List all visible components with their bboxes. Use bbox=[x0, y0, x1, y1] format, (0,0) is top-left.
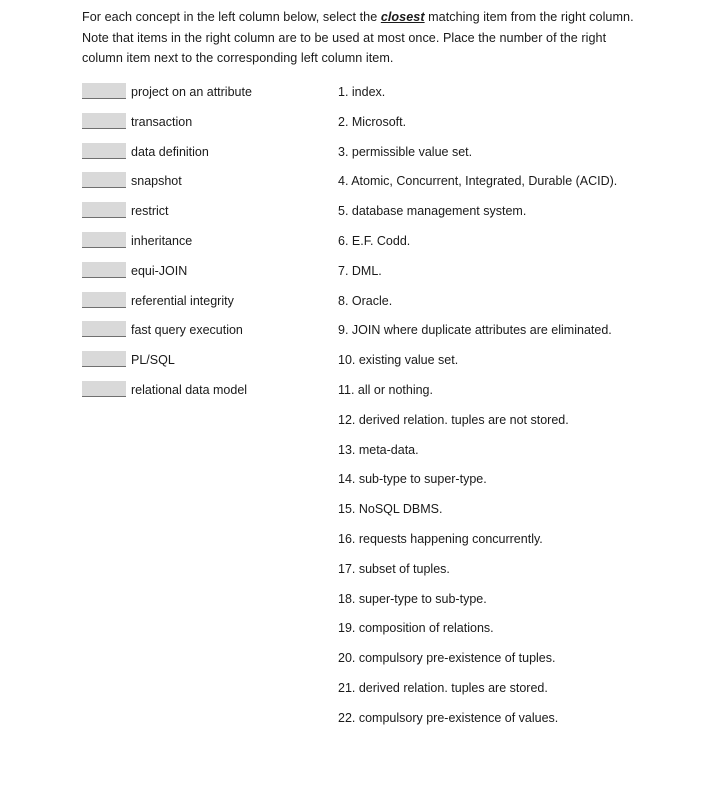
concept-label: restrict bbox=[131, 204, 169, 219]
match-option: 9. JOIN where duplicate attributes are eliminated. bbox=[338, 323, 612, 338]
concept-label: transaction bbox=[131, 114, 193, 129]
concept-label: snapshot bbox=[131, 174, 182, 189]
match-option: 1. index. bbox=[338, 85, 386, 99]
instructions-emphasis: closest bbox=[380, 10, 425, 24]
answer-blank[interactable] bbox=[82, 292, 126, 308]
match-options-list bbox=[338, 84, 688, 740]
match-option: 14. sub-type to super-type. bbox=[338, 472, 487, 487]
concept-row bbox=[82, 292, 312, 322]
match-option: 18. super-type to sub-type. bbox=[338, 591, 487, 606]
match-option: 5. database management system. bbox=[338, 204, 527, 219]
concept-row bbox=[82, 232, 312, 262]
concept-label: relational data model bbox=[131, 382, 248, 397]
concept-row bbox=[82, 172, 312, 202]
answer-blank[interactable] bbox=[82, 83, 126, 99]
match-option: 12. derived relation. tuples are not stored. bbox=[338, 412, 569, 427]
match-option: 15. NoSQL DBMS. bbox=[338, 502, 443, 517]
answer-blank[interactable] bbox=[82, 202, 126, 218]
concept-row bbox=[82, 262, 312, 292]
match-option: 21. derived relation. tuples are stored. bbox=[338, 680, 548, 695]
concept-label: referential integrity bbox=[131, 293, 234, 308]
concept-label: fast query execution bbox=[131, 323, 243, 338]
match-option: 19. composition of relations. bbox=[338, 621, 494, 636]
match-option: 10. existing value set. bbox=[338, 353, 459, 368]
concept-row bbox=[82, 381, 312, 411]
match-option: 20. compulsory pre-existence of tuples. bbox=[338, 651, 556, 666]
answer-blank[interactable] bbox=[82, 172, 126, 188]
concept-row bbox=[82, 113, 312, 143]
match-option: 8. Oracle. bbox=[338, 293, 393, 308]
answer-blank[interactable] bbox=[82, 381, 126, 397]
match-option: 7. DML. bbox=[338, 263, 382, 278]
match-option: 4. Atomic, Concurrent, Integrated, Durable (ACID). bbox=[338, 174, 618, 189]
answer-blank[interactable] bbox=[82, 351, 126, 367]
concept-label: PL/SQL bbox=[131, 353, 175, 368]
match-option: 3. permissible value set. bbox=[338, 144, 473, 159]
answer-blank[interactable] bbox=[82, 143, 126, 159]
concept-label: equi-JOIN bbox=[131, 263, 188, 278]
match-option: 22. compulsory pre-existence of values. bbox=[338, 710, 559, 725]
instructions-paragraph bbox=[82, 7, 642, 69]
match-option: 17. subset of tuples. bbox=[338, 561, 450, 576]
concept-list bbox=[82, 83, 312, 411]
match-option: 13. meta-data. bbox=[338, 442, 419, 457]
concept-row bbox=[82, 202, 312, 232]
match-option: 16. requests happening concurrently. bbox=[338, 531, 543, 546]
answer-blank[interactable] bbox=[82, 262, 126, 278]
match-option: 6. E.F. Codd. bbox=[338, 233, 411, 248]
match-option: 11. all or nothing. bbox=[338, 382, 433, 397]
concept-label: project on an attribute bbox=[131, 85, 252, 99]
concept-label: data definition bbox=[131, 144, 209, 159]
concept-row bbox=[82, 83, 312, 113]
instructions-text-start: For each concept in the left column below, select the bbox=[82, 10, 381, 24]
instructions-text-end: matching item from the right column. Note that items in the right column are to be used at most once. Place the number of the right column item next to the corresponding left column item. bbox=[82, 10, 634, 65]
match-option: 2. Microsoft. bbox=[338, 114, 407, 129]
answer-blank[interactable] bbox=[82, 321, 126, 337]
concept-label: inheritance bbox=[131, 233, 193, 248]
concept-row bbox=[82, 351, 312, 381]
concept-row bbox=[82, 321, 312, 351]
answer-blank[interactable] bbox=[82, 232, 126, 248]
answer-blank[interactable] bbox=[82, 113, 126, 129]
concept-row bbox=[82, 143, 312, 173]
